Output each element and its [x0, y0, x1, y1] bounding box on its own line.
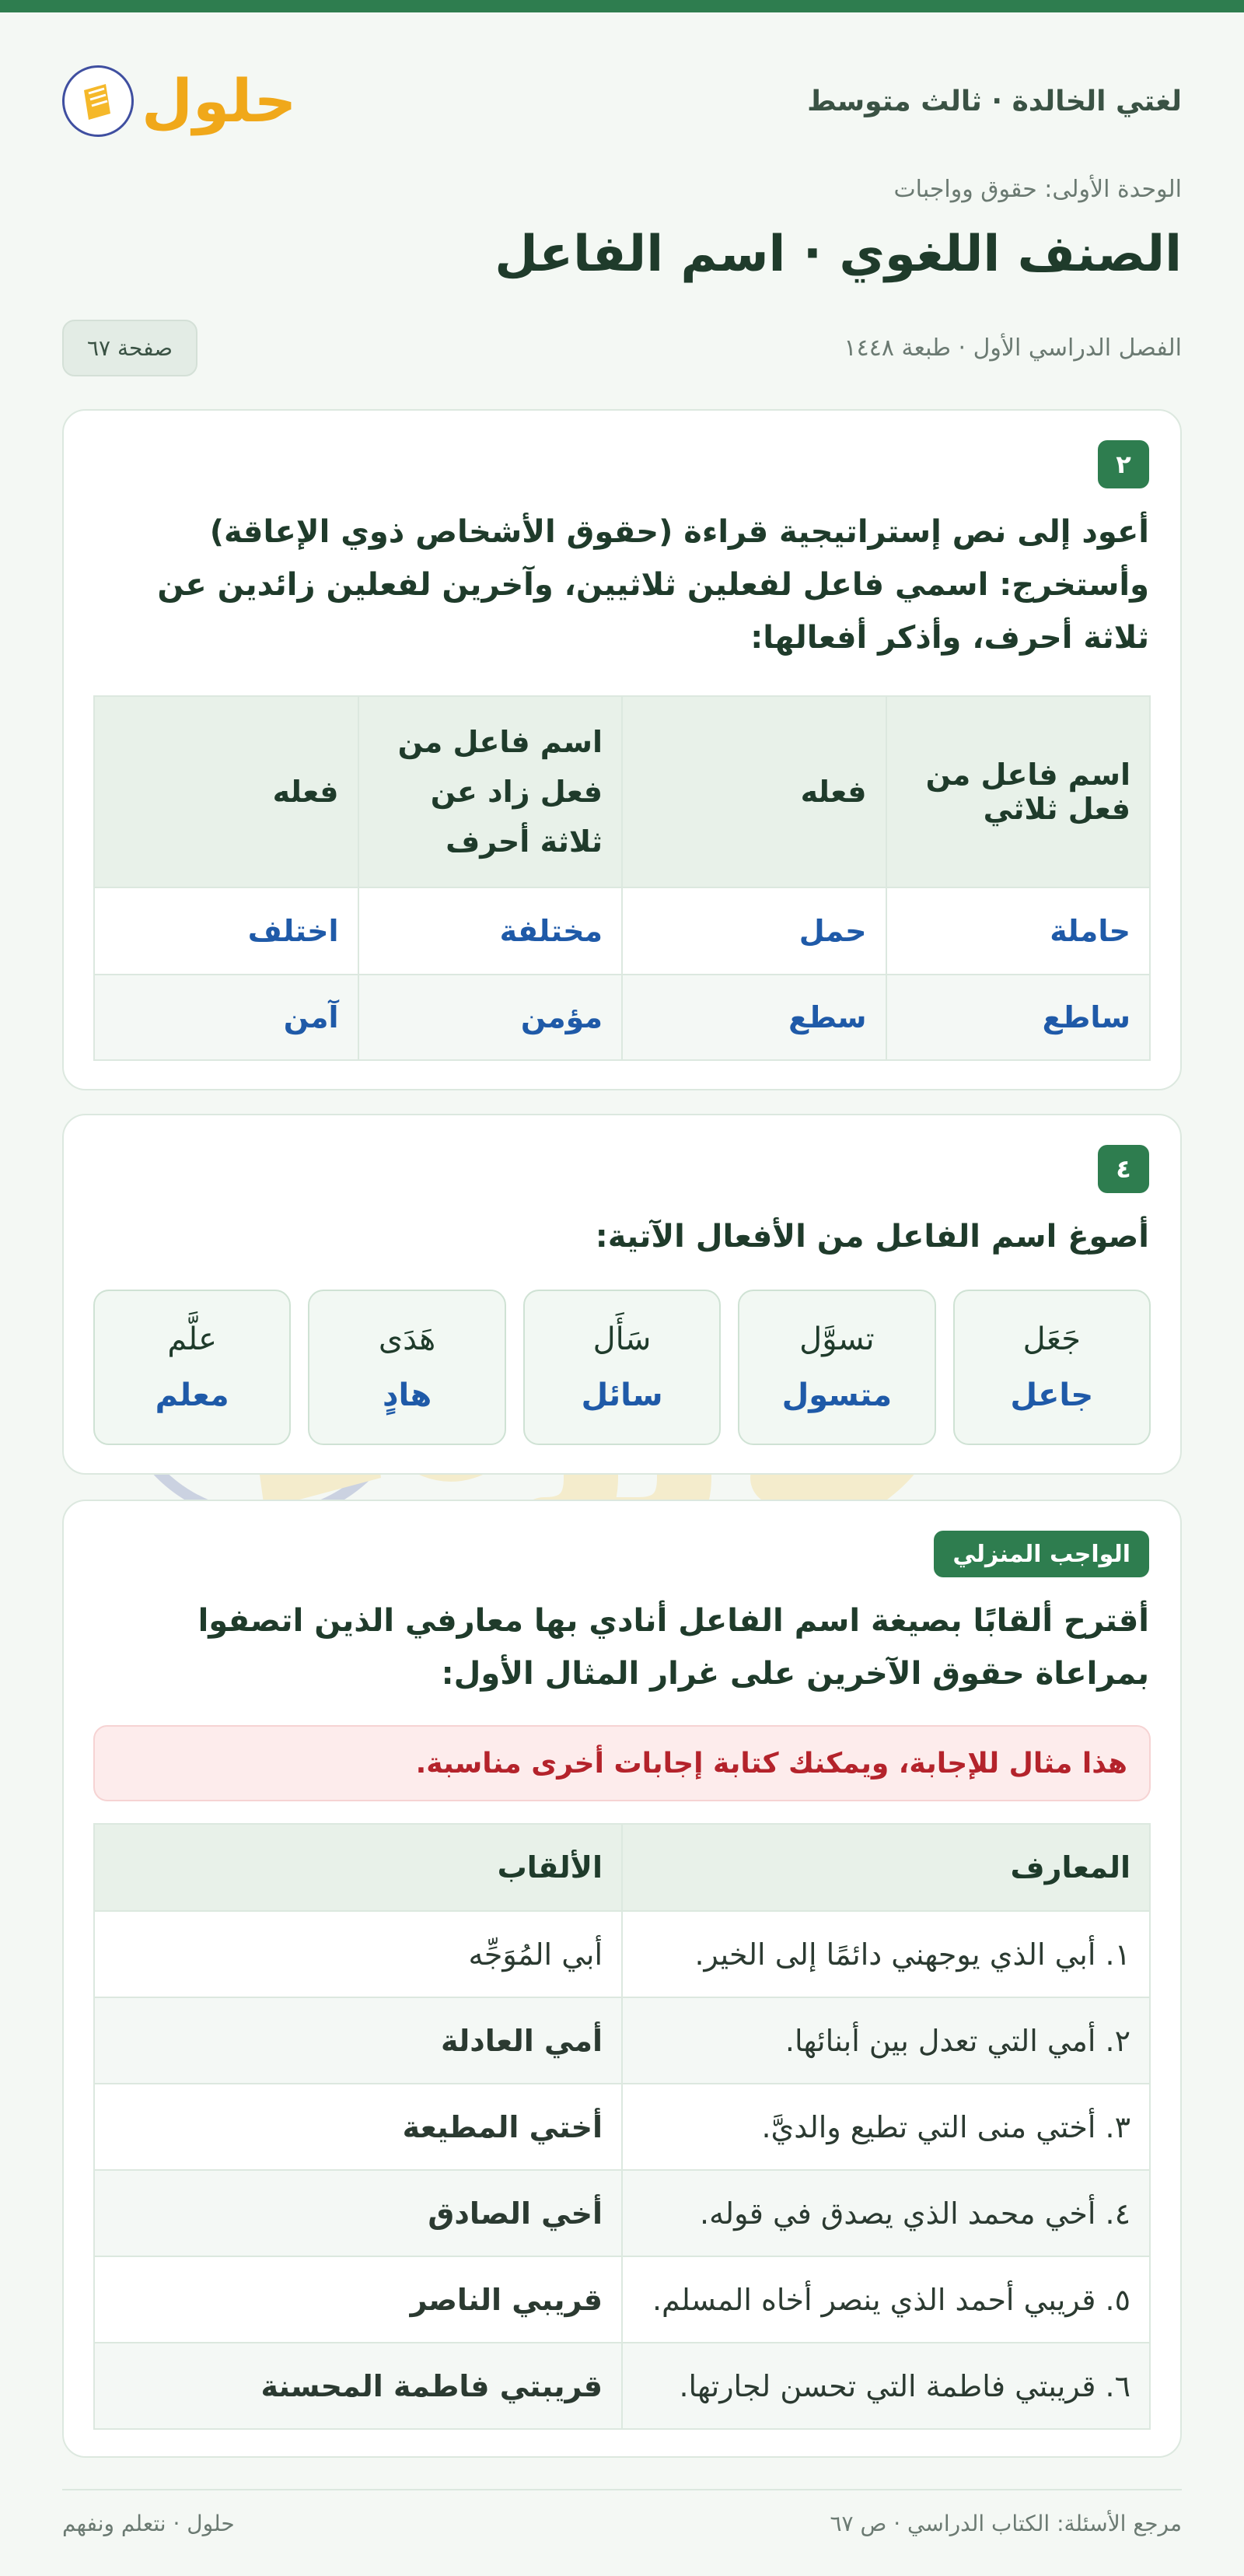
verb: تسوَّل [799, 1321, 875, 1357]
footer-brand: حلول · نتعلم ونفهم [62, 2511, 235, 2536]
verb-answer: متسول [781, 1377, 893, 1413]
verb: جَعَل [1022, 1321, 1081, 1357]
top-accent-bar [0, 0, 1244, 12]
book-title: لغتي الخالدة · ثالث متوسط [807, 85, 1182, 117]
table-cell: ساطع [886, 975, 1151, 1060]
table-cell: ٢. أمي التي تعدل بين أبنائها. [622, 1997, 1150, 2084]
verb: سَأَل [592, 1321, 652, 1357]
table-cell: سطع [622, 975, 886, 1060]
table-cell: أمي العادلة [94, 1997, 622, 2084]
verb-item [308, 1290, 505, 1445]
table-header: فعله [622, 696, 886, 887]
verb: هَدَى [378, 1321, 436, 1357]
table-header: اسم فاعل من فعل زاد عن ثلاثة أحرف [358, 696, 623, 887]
question-number-badge: ٤ [1098, 1145, 1149, 1193]
verb-item [93, 1290, 291, 1445]
table-cell: مؤمن [358, 975, 623, 1060]
meta-row [62, 319, 1182, 376]
verb-item [738, 1290, 935, 1445]
table-header: الألقاب [94, 1824, 622, 1911]
table-cell: ٦. قريبتي فاطمة التي تحسن لجارتها. [622, 2343, 1150, 2429]
table-cell: مختلفة [358, 887, 623, 975]
table-cell: قريبتي فاطمة المحسنة [94, 2343, 622, 2429]
table-header: اسم فاعل من فعل ثلاثي [886, 696, 1151, 887]
term-label: الفصل الدراسي الأول · طبعة ١٤٤٨ [844, 334, 1182, 362]
logo-book-icon [62, 65, 134, 137]
table-row [94, 887, 1150, 975]
verb-item [953, 1290, 1151, 1445]
table-cell: حمل [622, 887, 886, 975]
question-number-badge: ٢ [1098, 440, 1149, 488]
answer-note: هذا مثال للإجابة، ويمكنك كتابة إجابات أخرى مناسبة. [93, 1725, 1151, 1801]
homework-text: أقترح ألقابًا بصيغة اسم الفاعل أنادي بها معارفي الذين اتصفوا بمراعاة حقوق الآخرين على غرار المثال الأول: [197, 1603, 1149, 1692]
logo-text: حلول [142, 66, 297, 135]
table-cell: قريبي الناصر [94, 2256, 622, 2343]
verb: علَّم [167, 1321, 218, 1357]
unit-label: الوحدة الأولى: حقوق وواجبات [893, 176, 1182, 203]
table-cell: ٣. أختي منى التي تطيع والديَّ. [622, 2084, 1150, 2170]
verbs-list [93, 1290, 1151, 1445]
table-row [94, 975, 1150, 1060]
table-row [94, 2343, 1150, 2429]
table-row [94, 2256, 1150, 2343]
page-header [62, 54, 1182, 148]
page-title: الصنف اللغوي · اسم الفاعل [494, 226, 1182, 283]
table-cell: أخي الصادق [94, 2170, 622, 2256]
table-cell: ١. أبي الذي يوجهني دائمًا إلى الخير. [622, 1911, 1150, 1997]
table-header-row [94, 696, 1150, 887]
table-cell: آمن [94, 975, 358, 1060]
table-row [94, 2170, 1150, 2256]
extraction-table [93, 695, 1151, 1061]
verb-answer: هادٍ [382, 1377, 432, 1413]
table-cell: ٤. أخي محمد الذي يصدق في قوله. [622, 2170, 1150, 2256]
verb-answer: جاعل [1010, 1377, 1094, 1413]
page-number-badge: صفحة ٦٧ [62, 320, 197, 376]
table-header-row [94, 1824, 1150, 1911]
table-cell: حاملة [886, 887, 1151, 975]
question-text: أعود إلى نص إستراتيجية قراءة (حقوق الأشخاص ذوي الإعاقة) وأستخرج: اسمي فاعل لفعلين ثلاثيين، وآخرين لفعلين زائدين عن ثلاثة أحرف، وأذكر أفعالها: [157, 514, 1149, 656]
table-cell: أختي المطيعة [94, 2084, 622, 2170]
table-row [94, 1997, 1150, 2084]
logo [62, 65, 296, 137]
table-cell: أبي المُوَجِّه [94, 1911, 622, 1997]
verb-answer: سائل [581, 1377, 663, 1413]
table-cell: ٥. قريبي أحمد الذي ينصر أخاه المسلم. [622, 2256, 1150, 2343]
table-header: فعله [94, 696, 358, 887]
homework-badge: الواجب المنزلي [934, 1531, 1149, 1577]
footer-reference: مرجع الأسئلة: الكتاب الدراسي · ص ٦٧ [830, 2511, 1182, 2536]
table-row [94, 1911, 1150, 1997]
verb-item [523, 1290, 721, 1445]
table-cell: اختلف [94, 887, 358, 975]
footer-divider [62, 2489, 1182, 2490]
verb-answer: معلم [155, 1377, 229, 1413]
table-header: المعارف [622, 1824, 1150, 1911]
question-text: أصوغ اسم الفاعل من الأفعال الآتية: [595, 1219, 1149, 1255]
table-row [94, 2084, 1150, 2170]
page-footer [62, 2511, 1182, 2536]
titles-table [93, 1823, 1151, 2430]
